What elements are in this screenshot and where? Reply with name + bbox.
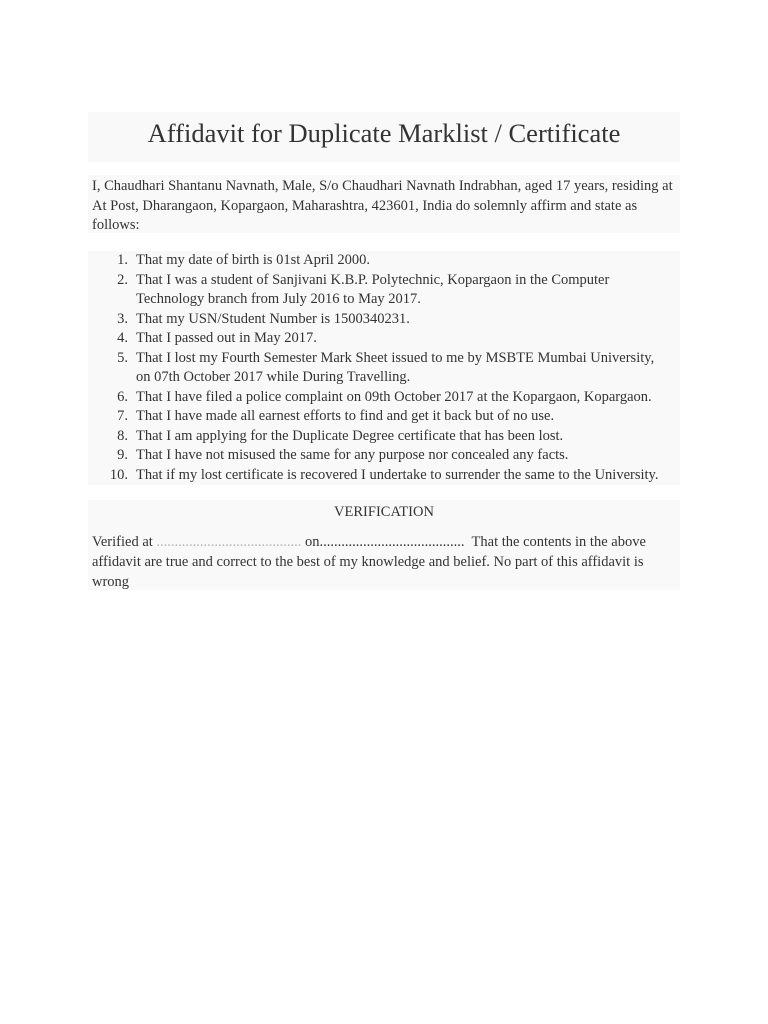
statement-number: 4. (117, 330, 128, 346)
statement-text: That I have made all earnest efforts to find and get it back but of no use. (136, 408, 555, 424)
statement-item (88, 310, 680, 330)
statement-item (88, 407, 680, 427)
statements-section (88, 251, 680, 485)
statements-list (88, 251, 680, 485)
statement-number: 7. (117, 408, 128, 424)
statement-text: That I passed out in May 2017. (136, 330, 317, 346)
statement-number: 3. (117, 310, 128, 327)
statement-item (88, 446, 680, 466)
statement-text: That I was a student of Sanjivani K.B.P. Polytechnic, Kopargaon in the Computer Technology branch from July 2016 to May 2017. (136, 271, 610, 307)
statement-number: 2. (117, 271, 128, 288)
document-title: Affidavit for Duplicate Marklist / Certificate (147, 118, 621, 148)
statement-item (88, 427, 680, 447)
statement-number: 9. (117, 447, 128, 463)
statement-item (88, 251, 680, 271)
statement-text: That I lost my Fourth Semester Mark Sheet issued to me by MSBTE Mumbai University, on 07th October 2017 while During Travelling. (136, 349, 655, 385)
statement-text: That my USN/Student Number is 1500340231. (136, 310, 410, 327)
date-blank: ........................................ (319, 534, 465, 550)
statement-text: That my date of birth is 01st April 2000. (136, 252, 370, 268)
statement-number: 10. (109, 466, 128, 483)
verification-statement: That the contents in the above affidavit are true and correct to the best of my knowledge and belief. No part of this affidavit is wrong (92, 534, 646, 590)
verification-section (88, 500, 680, 590)
on-label: on (305, 534, 320, 550)
statement-text: That if my lost certificate is recovered I undertake to surrender the same to the University. (136, 466, 659, 483)
verified-at-label: Verified at (92, 534, 153, 550)
verification-heading: VERIFICATION (334, 504, 434, 520)
verification-paragraph (88, 522, 680, 592)
statement-number: 5. (117, 349, 128, 366)
statement-text: That I have not misused the same for any purpose nor concealed any facts. (136, 447, 569, 463)
intro-section (88, 175, 680, 233)
place-blank: ........................................ (156, 534, 302, 550)
title-section (88, 112, 680, 162)
statement-item (88, 349, 680, 388)
statement-text: That I have filed a police complaint on 09th October 2017 at the Kopargaon, Kopargaon. (136, 388, 652, 405)
statement-item (88, 329, 680, 349)
statement-number: 6. (117, 388, 128, 405)
statement-number: 8. (117, 427, 128, 444)
intro-paragraph: I, Chaudhari Shantanu Navnath, Male, S/o Chaudhari Navnath Indrabhan, aged 17 years, residing at At Post, Dharangaon, Kopargaon, Maharashtra, 423601, India do solemnly affirm and state as follows: (92, 178, 673, 233)
statement-text: That I am applying for the Duplicate Degree certificate that has been lost. (136, 427, 564, 444)
statement-item (88, 388, 680, 408)
statement-number: 1. (117, 252, 128, 268)
statement-item (88, 271, 680, 310)
statement-item (88, 466, 680, 486)
